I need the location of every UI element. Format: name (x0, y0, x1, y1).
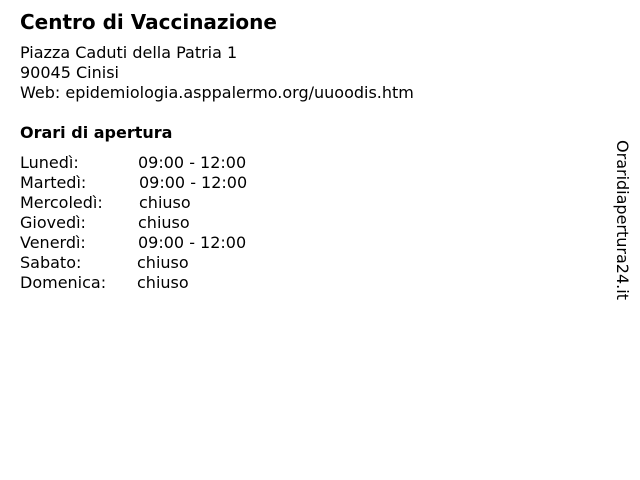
day-label: Sabato: (20, 253, 82, 272)
opening-hours-list (20, 153, 320, 293)
day-label: Venerdì: (20, 233, 86, 252)
website-line[interactable]: Web: epidemiologia.asppalermo.org/uuoodis.htm (20, 83, 414, 102)
day-label: Mercoledì: (20, 193, 103, 212)
day-label: Giovedì: (20, 213, 86, 232)
site-watermark: Oraridiapertura24.it (613, 140, 632, 300)
time-value: chiuso (137, 253, 189, 272)
hours-row-monday (20, 153, 320, 173)
street-address: Piazza Caduti della Patria 1 (20, 43, 238, 62)
time-value: 09:00 - 12:00 (139, 173, 248, 192)
day-label: Martedì: (20, 173, 87, 192)
time-value: 09:00 - 12:00 (138, 153, 247, 172)
time-value: chiuso (139, 193, 191, 212)
hours-row-saturday (20, 253, 320, 273)
day-label: Domenica: (20, 273, 107, 292)
time-value: chiuso (137, 273, 189, 292)
hours-row-thursday (20, 213, 320, 233)
day-label: Lunedì: (20, 153, 79, 172)
hours-row-friday (20, 233, 320, 253)
page-title: Centro di Vaccinazione (20, 10, 277, 34)
time-value: chiuso (138, 213, 190, 232)
hours-row-sunday (20, 273, 320, 293)
hours-heading: Orari di apertura (20, 123, 173, 142)
city-postal: 90045 Cinisi (20, 63, 119, 82)
hours-row-wednesday (20, 193, 320, 213)
address-block (20, 43, 414, 103)
hours-row-tuesday (20, 173, 320, 193)
time-value: 09:00 - 12:00 (138, 233, 247, 252)
